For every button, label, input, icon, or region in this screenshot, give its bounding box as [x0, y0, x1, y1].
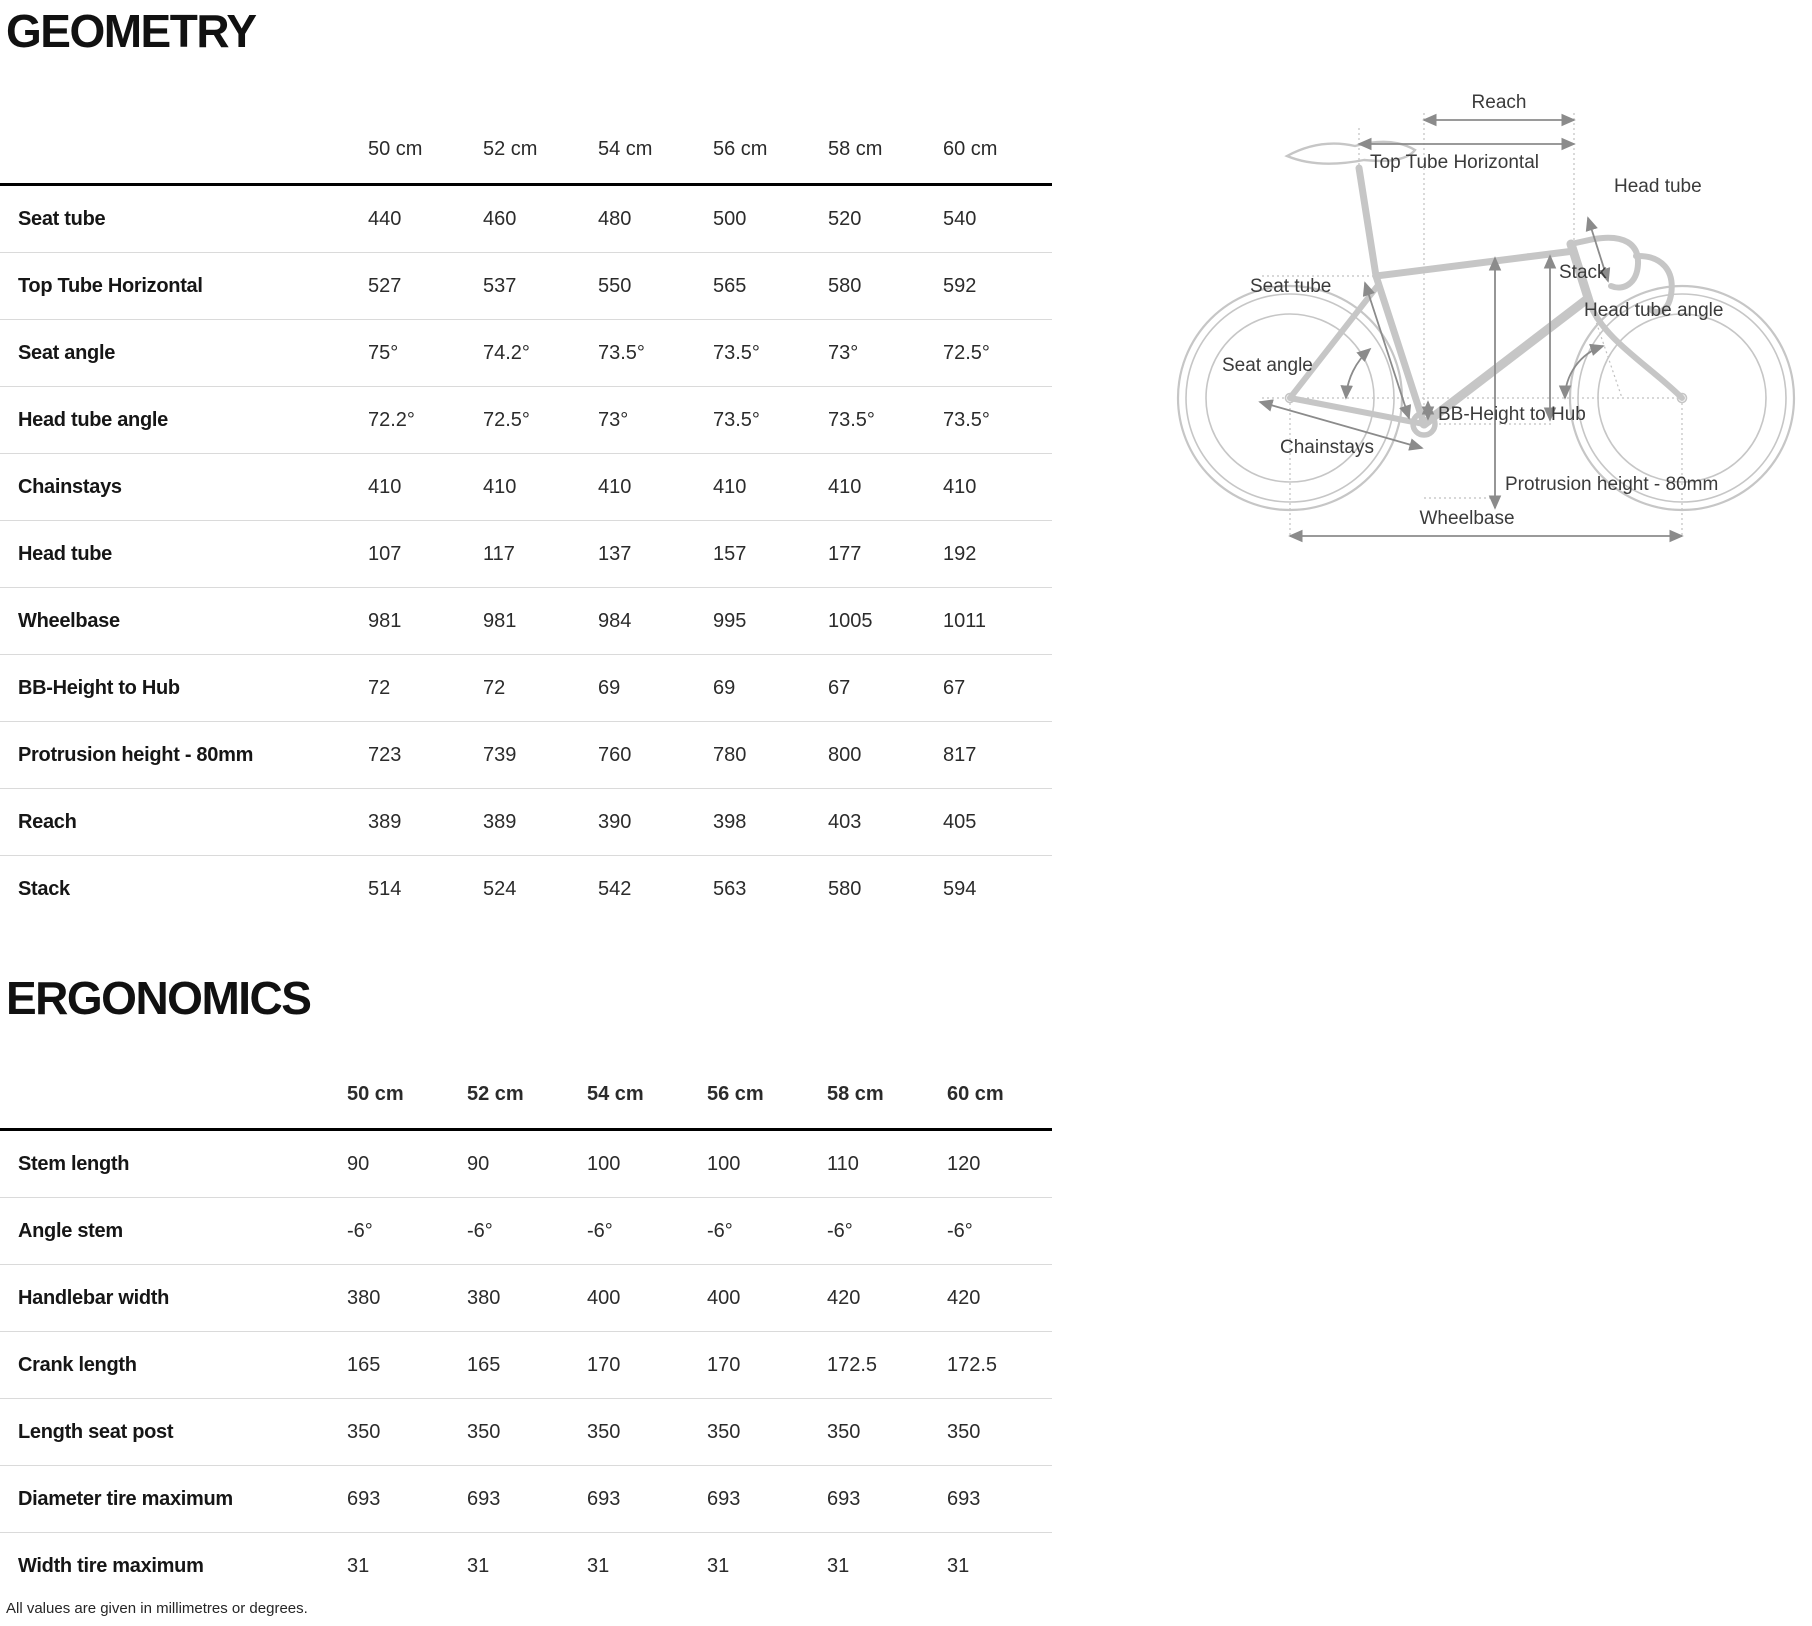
seat-tube-label: Seat tube — [1250, 276, 1332, 297]
cell-value: 480 — [598, 207, 632, 230]
cell-value: 693 — [587, 1487, 621, 1510]
row-label: Crank length — [18, 1353, 137, 1376]
cell-value: 410 — [943, 475, 977, 498]
cell-value: 780 — [713, 743, 747, 766]
table-row — [0, 1398, 1052, 1465]
cell-value: 350 — [347, 1420, 381, 1443]
size-column-header: 60 cm — [947, 1082, 1004, 1105]
wheelbase-label: Wheelbase — [1419, 508, 1515, 529]
row-label: Angle stem — [18, 1219, 123, 1242]
cell-value: 100 — [707, 1152, 741, 1175]
cell-value: 157 — [713, 542, 747, 565]
seat-angle-label: Seat angle — [1222, 355, 1313, 376]
table-row — [0, 855, 1052, 922]
cell-value: 995 — [713, 609, 747, 632]
size-column-header: 60 cm — [943, 137, 998, 160]
head-tube-angle-label: Head tube angle — [1584, 300, 1724, 321]
cell-value: 69 — [598, 676, 621, 699]
cell-value: 31 — [587, 1554, 610, 1577]
cell-value: 400 — [587, 1286, 621, 1309]
top-tube — [1376, 251, 1574, 276]
table-row — [0, 1131, 1052, 1197]
cell-value: 31 — [467, 1554, 490, 1577]
table-row — [0, 520, 1052, 587]
cell-value: 350 — [827, 1420, 861, 1443]
size-column-header: 58 cm — [828, 137, 883, 160]
table-row — [0, 386, 1052, 453]
reach-label: Reach — [1471, 92, 1527, 113]
cell-value: 165 — [347, 1353, 381, 1376]
seat-angle-arc — [1346, 349, 1370, 398]
cell-value: 137 — [598, 542, 632, 565]
cell-value: 74.2° — [483, 341, 530, 364]
size-column-header: 52 cm — [467, 1082, 524, 1105]
cell-value: 693 — [827, 1487, 861, 1510]
cell-value: -6° — [467, 1219, 493, 1242]
cell-value: 565 — [713, 274, 747, 297]
geometry-section-title: GEOMETRY — [6, 5, 256, 57]
table-row — [0, 721, 1052, 788]
cell-value: 739 — [483, 743, 517, 766]
size-column-header: 52 cm — [483, 137, 538, 160]
size-column-header: 50 cm — [347, 1082, 404, 1105]
table-row — [0, 1532, 1052, 1599]
row-label: Length seat post — [18, 1420, 174, 1443]
cell-value: 984 — [598, 609, 632, 632]
cell-value: 31 — [347, 1554, 370, 1577]
cell-value: 67 — [828, 676, 851, 699]
cell-value: 72.5° — [943, 341, 990, 364]
ergonomics-section-title: ERGONOMICS — [6, 972, 311, 1024]
row-label: Seat angle — [18, 341, 116, 364]
cell-value: 527 — [368, 274, 402, 297]
cell-value: 410 — [598, 475, 632, 498]
cell-value: 760 — [598, 743, 632, 766]
cell-value: 524 — [483, 877, 517, 900]
cell-value: 72.5° — [483, 408, 530, 431]
cell-value: 350 — [947, 1420, 981, 1443]
cell-value: 72 — [483, 676, 506, 699]
size-column-header: 50 cm — [368, 137, 423, 160]
bike-geometry-diagram — [1122, 68, 1812, 568]
row-label: Head tube angle — [18, 408, 168, 431]
cell-value: -6° — [947, 1219, 973, 1242]
cell-value: 410 — [368, 475, 402, 498]
seat-post — [1359, 168, 1376, 276]
bike-outline — [1178, 142, 1794, 510]
cell-value: 69 — [713, 676, 736, 699]
row-label: Seat tube — [18, 207, 106, 230]
row-label: Stack — [18, 877, 70, 900]
cell-value: 170 — [587, 1353, 621, 1376]
cell-value: 90 — [467, 1152, 490, 1175]
cell-value: 390 — [598, 810, 632, 833]
size-column-header: 56 cm — [713, 137, 768, 160]
row-label: Wheelbase — [18, 609, 120, 632]
table-row — [0, 788, 1052, 855]
cell-value: 73.5° — [828, 408, 875, 431]
seat-tube — [1376, 276, 1424, 424]
cell-value: 389 — [368, 810, 402, 833]
row-label: Top Tube Horizontal — [18, 274, 203, 297]
cell-value: 107 — [368, 542, 402, 565]
cell-value: 350 — [467, 1420, 501, 1443]
cell-value: 75° — [368, 341, 399, 364]
cell-value: 389 — [483, 810, 517, 833]
cell-value: 580 — [828, 877, 862, 900]
cell-value: 981 — [483, 609, 517, 632]
table-header-row — [0, 115, 1052, 186]
cell-value: 514 — [368, 877, 402, 900]
cell-value: 100 — [587, 1152, 621, 1175]
row-label: Diameter tire maximum — [18, 1487, 233, 1510]
cell-value: 90 — [347, 1152, 370, 1175]
cell-value: 31 — [947, 1554, 970, 1577]
row-label: Protrusion height - 80mm — [18, 743, 254, 766]
cell-value: 420 — [947, 1286, 981, 1309]
cell-value: 693 — [707, 1487, 741, 1510]
cell-value: 410 — [713, 475, 747, 498]
cell-value: 817 — [943, 743, 977, 766]
cell-value: 440 — [368, 207, 402, 230]
cell-value: 192 — [943, 542, 977, 565]
cell-value: 67 — [943, 676, 966, 699]
cell-value: 350 — [587, 1420, 621, 1443]
row-label: Handlebar width — [18, 1286, 170, 1309]
cell-value: 398 — [713, 810, 747, 833]
cell-value: 1005 — [828, 609, 873, 632]
cell-value: 542 — [598, 877, 632, 900]
cell-value: 693 — [467, 1487, 501, 1510]
cell-value: 72 — [368, 676, 391, 699]
cell-value: 73.5° — [943, 408, 990, 431]
ergonomics-table — [0, 1060, 1052, 1599]
row-label: Width tire maximum — [18, 1554, 204, 1577]
row-label: Chainstays — [18, 475, 122, 498]
cell-value: 594 — [943, 877, 977, 900]
cell-value: 120 — [947, 1152, 981, 1175]
cell-value: 410 — [828, 475, 862, 498]
cell-value: 72.2° — [368, 408, 415, 431]
cell-value: 172.5 — [947, 1353, 998, 1376]
cell-value: 520 — [828, 207, 862, 230]
cell-value: 73.5° — [598, 341, 645, 364]
size-column-header: 58 cm — [827, 1082, 884, 1105]
units-note: All values are given in millimetres or degrees. — [6, 1600, 308, 1617]
cell-value: 981 — [368, 609, 402, 632]
cell-value: -6° — [707, 1219, 733, 1242]
cell-value: 410 — [483, 475, 517, 498]
stack-label: Stack — [1559, 262, 1607, 283]
protrusion-label: Protrusion height - 80mm — [1505, 474, 1719, 495]
table-row — [0, 453, 1052, 520]
table-row — [0, 587, 1052, 654]
cell-value: 405 — [943, 810, 977, 833]
row-label: Head tube — [18, 542, 112, 565]
cell-value: 563 — [713, 877, 747, 900]
cell-value: -6° — [347, 1219, 373, 1242]
chainstays-label: Chainstays — [1280, 437, 1374, 458]
cell-value: 170 — [707, 1353, 741, 1376]
cell-value: 172.5 — [827, 1353, 878, 1376]
cell-value: 500 — [713, 207, 747, 230]
cell-value: 73° — [828, 341, 859, 364]
cell-value: 400 — [707, 1286, 741, 1309]
table-row — [0, 319, 1052, 386]
head-tube-label: Head tube — [1614, 176, 1702, 197]
cell-value: 550 — [598, 274, 632, 297]
table-row — [0, 1264, 1052, 1331]
seat-stay — [1290, 284, 1379, 398]
cell-value: 420 — [827, 1286, 861, 1309]
cell-value: 31 — [827, 1554, 850, 1577]
table-row — [0, 1331, 1052, 1398]
table-header-row — [0, 1060, 1052, 1131]
cell-value: 693 — [347, 1487, 381, 1510]
cell-value: -6° — [827, 1219, 853, 1242]
row-label: BB-Height to Hub — [18, 676, 180, 699]
table-row — [0, 1465, 1052, 1532]
cell-value: 73° — [598, 408, 629, 431]
row-label: Stem length — [18, 1152, 130, 1175]
cell-value: 800 — [828, 743, 862, 766]
table-row — [0, 1197, 1052, 1264]
cell-value: 580 — [828, 274, 862, 297]
cell-value: 693 — [947, 1487, 981, 1510]
size-column-header: 54 cm — [598, 137, 653, 160]
cell-value: -6° — [587, 1219, 613, 1242]
cell-value: 350 — [707, 1420, 741, 1443]
cell-value: 540 — [943, 207, 977, 230]
table-row — [0, 654, 1052, 721]
cell-value: 403 — [828, 810, 862, 833]
cell-value: 73.5° — [713, 408, 760, 431]
cell-value: 592 — [943, 274, 977, 297]
top-tube-label: Top Tube Horizontal — [1370, 152, 1539, 173]
cell-value: 31 — [707, 1554, 730, 1577]
table-row — [0, 186, 1052, 252]
cell-value: 380 — [467, 1286, 501, 1309]
cell-value: 177 — [828, 542, 862, 565]
row-label: Reach — [18, 810, 77, 833]
cell-value: 723 — [368, 743, 402, 766]
cell-value: 1011 — [943, 609, 987, 632]
bb-height-label: BB-Height to Hub — [1438, 404, 1586, 425]
cell-value: 460 — [483, 207, 517, 230]
size-column-header: 54 cm — [587, 1082, 644, 1105]
geometry-table — [0, 115, 1052, 922]
cell-value: 165 — [467, 1353, 501, 1376]
cell-value: 73.5° — [713, 341, 760, 364]
cell-value: 380 — [347, 1286, 381, 1309]
cell-value: 117 — [483, 542, 515, 565]
size-column-header: 56 cm — [707, 1082, 764, 1105]
table-row — [0, 252, 1052, 319]
cell-value: 110 — [827, 1152, 859, 1175]
cell-value: 537 — [483, 274, 517, 297]
